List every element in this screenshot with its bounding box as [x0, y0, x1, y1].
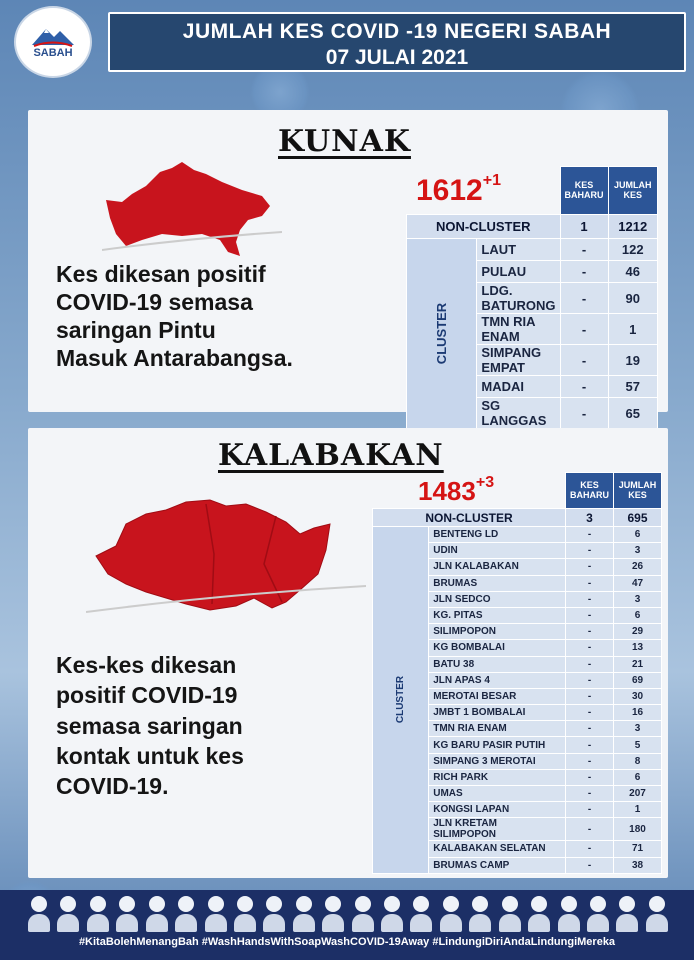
cluster-new: -	[566, 640, 614, 656]
cluster-name: LAUT	[477, 239, 560, 261]
cluster-total: 6	[614, 607, 662, 623]
cluster-total: 6	[614, 527, 662, 543]
kalabakan-map	[86, 494, 366, 624]
cluster-new: -	[566, 786, 614, 802]
cluster-total: 16	[614, 705, 662, 721]
cluster-label: CLUSTER	[407, 239, 477, 429]
person-icon	[293, 896, 315, 932]
noncluster-total: 1212	[608, 215, 657, 239]
person-icon	[528, 896, 550, 932]
page-date: 07 JULAI 2021	[325, 46, 469, 69]
person-icon	[234, 896, 256, 932]
cluster-name: KONGSI LAPAN	[429, 802, 566, 818]
cluster-new: -	[566, 802, 614, 818]
cluster-total: 207	[614, 786, 662, 802]
person-icon	[87, 896, 109, 932]
cluster-new: -	[566, 818, 614, 841]
new-count: +3	[475, 474, 495, 491]
cluster-name: SIMPANG EMPAT	[477, 345, 560, 376]
cluster-total: 8	[614, 753, 662, 769]
cluster-new: -	[566, 656, 614, 672]
cluster-name: KG BOMBALAI	[429, 640, 566, 656]
cluster-new: -	[566, 857, 614, 873]
cluster-new: -	[566, 591, 614, 607]
cluster-name: JMBT 1 BOMBALAI	[429, 705, 566, 721]
person-icon	[381, 896, 403, 932]
kalabakan-table	[372, 472, 662, 874]
cluster-new: -	[560, 261, 608, 283]
cluster-name: SILIMPOPON	[429, 624, 566, 640]
cluster-name: RICH PARK	[429, 769, 566, 785]
cluster-total: 26	[614, 559, 662, 575]
cluster-name: UDIN	[429, 543, 566, 559]
col-header-new: KES BAHARU	[560, 167, 608, 215]
hashtags: #KitaBolehMenangBah #WashHandsWithSoapWashCOVID-19Away #LindungiDiriAndaLindungiMereka	[78, 936, 616, 948]
cluster-new: -	[560, 283, 608, 314]
cluster-total: 3	[614, 721, 662, 737]
cluster-name: SG LANGGAS	[477, 398, 560, 429]
cluster-new: -	[566, 527, 614, 543]
frontliner-figures	[28, 896, 668, 936]
cluster-new: -	[560, 376, 608, 398]
cluster-label: CLUSTER	[373, 527, 429, 874]
kunak-map	[102, 160, 282, 260]
cluster-new: -	[566, 753, 614, 769]
person-icon	[587, 896, 609, 932]
noncluster-label: NON-CLUSTER	[373, 509, 566, 527]
cluster-name: BATU 38	[429, 656, 566, 672]
page-title: JUMLAH KES COVID -19 NEGERI SABAH	[182, 20, 612, 43]
cluster-new: -	[560, 398, 608, 429]
noncluster-new: 3	[566, 509, 614, 527]
person-icon	[440, 896, 462, 932]
desc-line: positif COVID-19	[56, 682, 238, 709]
person-icon	[175, 896, 197, 932]
desc-line: Masuk Antarabangsa.	[56, 345, 293, 372]
noncluster-total: 695	[614, 509, 662, 527]
cluster-total: 29	[614, 624, 662, 640]
cluster-new: -	[560, 345, 608, 376]
district-title: KUNAK	[278, 124, 411, 159]
desc-line: Kes dikesan positif	[56, 261, 266, 287]
col-header-total: JUMLAH KES	[614, 473, 662, 509]
cluster-total: 180	[614, 818, 662, 841]
cluster-total: 3	[614, 591, 662, 607]
desc-line: COVID-19 semasa	[56, 289, 253, 316]
cluster-total: 1	[608, 314, 657, 345]
kalabakan-panel	[28, 428, 668, 878]
col-header-total: JUMLAH KES	[608, 167, 657, 215]
person-icon	[352, 896, 374, 932]
cluster-name: JLN KRETAM SILIMPOPON	[429, 818, 566, 841]
cluster-name: MEROTAI BESAR	[429, 688, 566, 704]
cluster-total: 13	[614, 640, 662, 656]
person-icon	[646, 896, 668, 932]
cluster-new: -	[566, 705, 614, 721]
cluster-new: -	[560, 314, 608, 345]
desc-line: saringan Pintu	[56, 317, 216, 344]
cluster-total: 21	[614, 656, 662, 672]
cluster-name: PULAU	[477, 261, 560, 283]
desc-line: COVID-19.	[56, 773, 169, 800]
cluster-total: 122	[608, 239, 657, 261]
cluster-total: 71	[614, 841, 662, 857]
cluster-name: KALABAKAN SELATAN	[429, 841, 566, 857]
cluster-total: 1	[614, 802, 662, 818]
desc-line: kontak untuk kes	[56, 743, 244, 770]
person-icon	[205, 896, 227, 932]
cluster-new: -	[560, 239, 608, 261]
cluster-total: 30	[614, 688, 662, 704]
cluster-name: LDG. BATURONG	[477, 283, 560, 314]
new-count: +1	[482, 172, 501, 189]
cluster-name: JLN APAS 4	[429, 672, 566, 688]
cluster-name: TMN RIA ENAM	[429, 721, 566, 737]
cluster-total: 65	[608, 398, 657, 429]
person-icon	[263, 896, 285, 932]
cluster-new: -	[566, 769, 614, 785]
person-icon	[616, 896, 638, 932]
kunak-description	[56, 260, 416, 372]
desc-line: semasa saringan	[56, 712, 243, 739]
cluster-new: -	[566, 607, 614, 623]
cluster-new: -	[566, 575, 614, 591]
cluster-total: 69	[614, 672, 662, 688]
cluster-total: 19	[608, 345, 657, 376]
logo-text: SABAH	[33, 47, 73, 59]
cluster-total: 46	[608, 261, 657, 283]
mountain-icon	[30, 25, 76, 47]
person-icon	[116, 896, 138, 932]
person-icon	[28, 896, 50, 932]
sabah-logo	[14, 6, 92, 78]
cluster-new: -	[566, 559, 614, 575]
cluster-new: -	[566, 688, 614, 704]
cluster-new: -	[566, 624, 614, 640]
footer-banner	[0, 890, 694, 960]
cluster-name: KG BARU PASIR PUTIH	[429, 737, 566, 753]
cluster-total: 38	[614, 857, 662, 873]
noncluster-new: 1	[560, 215, 608, 239]
person-icon	[57, 896, 79, 932]
cluster-name: KG. PITAS	[429, 607, 566, 623]
person-icon	[410, 896, 432, 932]
cluster-new: -	[566, 737, 614, 753]
district-title: KALABAKAN	[218, 438, 444, 473]
cluster-name: SIMPANG 3 MEROTAI	[429, 753, 566, 769]
cluster-total: 57	[608, 376, 657, 398]
col-header-new: KES BAHARU	[566, 473, 614, 509]
person-icon	[558, 896, 580, 932]
cluster-name: JLN KALABAKAN	[429, 559, 566, 575]
cluster-total: 6	[614, 769, 662, 785]
cluster-name: JLN SEDCO	[429, 591, 566, 607]
person-icon	[469, 896, 491, 932]
cluster-name: BRUMAS CAMP	[429, 857, 566, 873]
total-count: 1483	[418, 476, 476, 506]
desc-line: Kes-kes dikesan	[56, 652, 237, 678]
cluster-name: BRUMAS	[429, 575, 566, 591]
cluster-total: 5	[614, 737, 662, 753]
total-count: 1612	[416, 174, 483, 207]
cluster-total: 47	[614, 575, 662, 591]
cluster-name: TMN RIA ENAM	[477, 314, 560, 345]
cluster-name: MADAI	[477, 376, 560, 398]
person-icon	[146, 896, 168, 932]
person-icon	[499, 896, 521, 932]
cluster-name: UMAS	[429, 786, 566, 802]
cluster-new: -	[566, 721, 614, 737]
page-header	[108, 12, 686, 72]
kalabakan-description	[56, 650, 386, 802]
noncluster-label: NON-CLUSTER	[407, 215, 561, 239]
kunak-table	[406, 166, 658, 429]
cluster-total: 3	[614, 543, 662, 559]
kunak-panel	[28, 110, 668, 428]
cluster-name: BENTENG LD	[429, 527, 566, 543]
cluster-new: -	[566, 543, 614, 559]
cluster-total: 90	[608, 283, 657, 314]
cluster-new: -	[566, 672, 614, 688]
cluster-new: -	[566, 841, 614, 857]
person-icon	[322, 896, 344, 932]
